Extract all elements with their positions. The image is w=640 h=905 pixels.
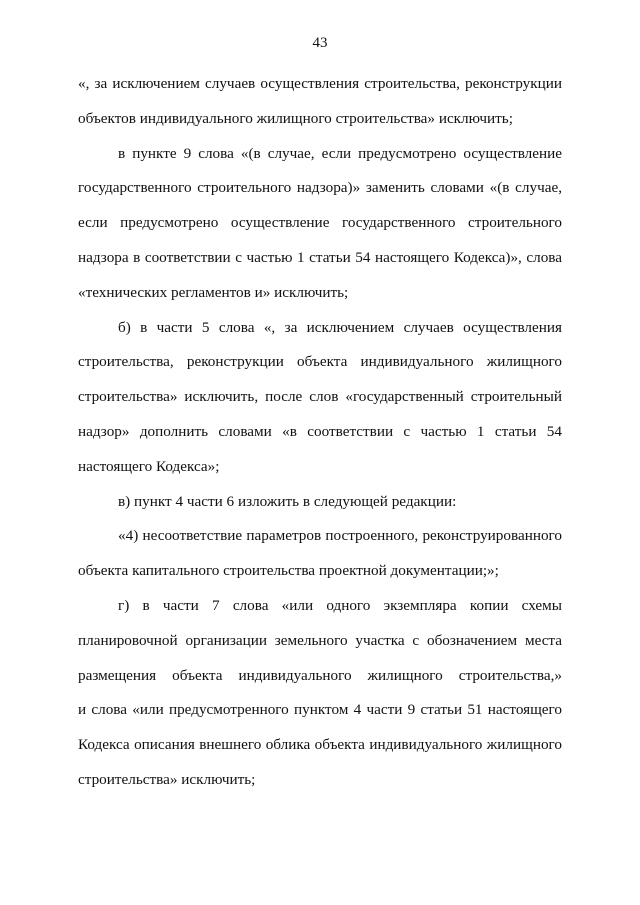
paragraph-2 xyxy=(78,137,562,311)
paragraph-6 xyxy=(78,589,562,798)
text-line: если предусмотрено осуществление государственного строительного xyxy=(78,214,562,232)
text-line: строительства» исключить, после слов «государственный строительный xyxy=(78,388,562,406)
text-line: размещения объекта индивидуального жилищного строительства,» xyxy=(78,666,562,684)
text-line: строительства» исключить; xyxy=(78,770,256,788)
document-body xyxy=(78,67,562,798)
text-line: государственного строительного надзора)» заменить словами «(в случае, xyxy=(78,179,562,197)
text-line: планировочной организации земельного участка с обозначением места xyxy=(78,631,562,649)
text-line: «, за исключением случаев осуществления строительства, реконструкции xyxy=(78,75,562,92)
text-line: надзора в соответствии с частью 1 статьи 54 настоящего Кодекса)», слова xyxy=(78,248,562,266)
paragraph-5 xyxy=(78,519,562,589)
paragraph-4 xyxy=(78,485,562,520)
text-line: г) в части 7 слова «или одного экземпляра копии схемы xyxy=(118,596,562,614)
paragraph-1 xyxy=(78,67,562,137)
text-line: надзор» дополнить словами «в соответствии с частью 1 статьи 54 xyxy=(78,422,562,440)
text-line: строительства, реконструкции объекта индивидуального жилищного xyxy=(78,353,562,371)
page-number: 43 xyxy=(312,35,328,51)
text-line: в) пункт 4 части 6 изложить в следующей редакции: xyxy=(118,492,457,510)
paragraph-3 xyxy=(78,311,562,485)
text-line: и слова «или предусмотренного пунктом 4 части 9 статьи 51 настоящего xyxy=(78,701,562,719)
text-line: Кодекса описания внешнего облика объекта индивидуального жилищного xyxy=(78,736,562,754)
text-line: б) в части 5 слова «, за исключением случаев осуществления xyxy=(118,318,562,336)
text-line: настоящего Кодекса»; xyxy=(78,457,220,475)
text-line: в пункте 9 слова «(в случае, если предусмотрено осуществление xyxy=(118,144,562,162)
text-line: объектов индивидуального жилищного строительства» исключить; xyxy=(78,109,513,127)
text-line: «технических регламентов и» исключить; xyxy=(78,283,349,301)
text-line: «4) несоответствие параметров построенного, реконструированного xyxy=(118,527,562,545)
text-line: объекта капитального строительства проектной документации;»; xyxy=(78,562,499,580)
